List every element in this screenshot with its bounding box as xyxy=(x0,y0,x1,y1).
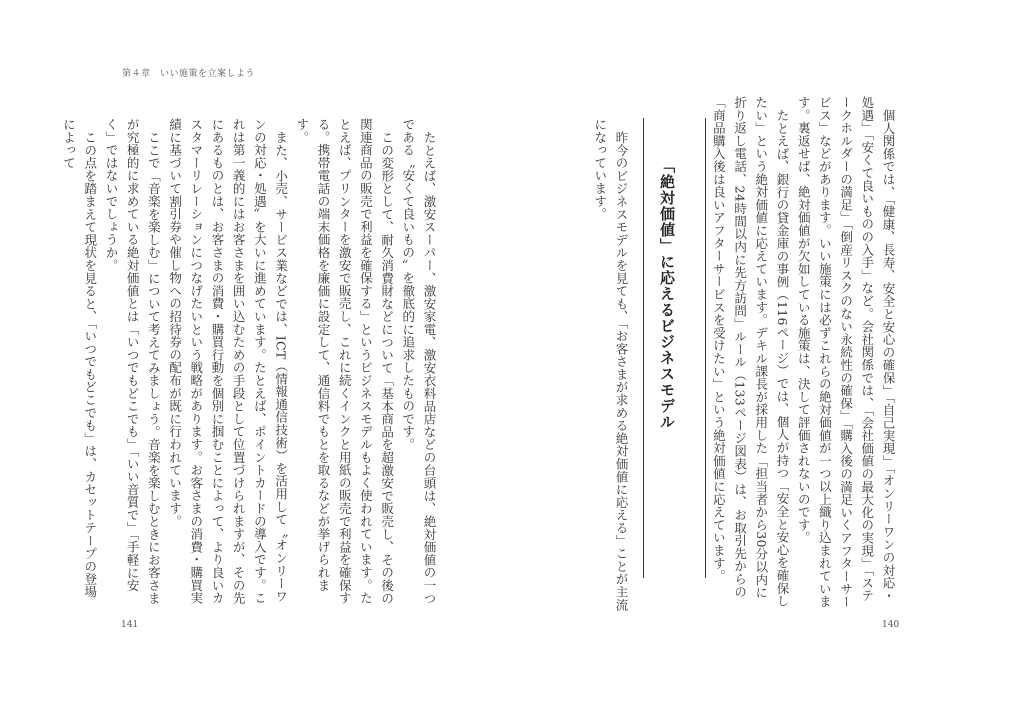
section-heading: 「絶対価値」に応えるビジネスモデル xyxy=(658,158,676,430)
section-heading-box xyxy=(643,118,707,578)
paragraph: 個人関係では、「健康、長寿、安全と安心の確保」「自己実現」「オンリーワンの対応・処遇」「安くて良いものの入手」など。会社関係では、「会社価値の最大化の実現」「ステークホルダーの満足」「倒産リスクのない永続性の確保」「購入後の満足いくアフターサービス」などがあります。いい施策には必ずこれらの絶対価値が一つ以上織り込まれています。裏返せば、絶対価値が欠如している施策は、決して評価されないのです。 xyxy=(796,96,896,609)
right-page-body xyxy=(711,96,899,611)
paragraph: たとえば、激安スーパー、激安家電、激安衣料品店などの台頭は、絶対価値の一つである〝安くて良いもの〟を徹底的に追求したものです。 xyxy=(400,118,437,605)
running-head: 第４章 いい施策を立案しよう xyxy=(122,69,256,79)
heading-rule-right xyxy=(705,118,706,578)
left-page-body xyxy=(61,118,440,608)
paragraph: また、小売、サービス業などでは、ICT（情報通信技術）を活用して〝オンリーワンの対応・処遇〟を大いに進めています。たとえば、ポイントカードの導入です。これは第一義的にはお客さまを囲い込むための手段として位置づけられますが、その先にあるものとは、お客さまの消費・購買行動を個別に掴むことによって、より良いカスタマーリレーションにつなげたいという戦略があります。お客さまの消費・購買実績に基づいて割引券や催し物への招待券の配布が既に行われています。 xyxy=(167,118,289,605)
paragraph: 昨今のビジネスモデルを見ても、「お客さまが求める絶対価値に応える」ことが主流になっています。 xyxy=(592,118,629,611)
heading-rule-left xyxy=(643,118,644,578)
paragraph: この変形として、耐久消費財などについて「基本商品を超激安で販売し、その後の関連商品の販売で利益を確保する」というビジネスモデルもよく使われています。たとえば、プリンターを激安で販売し、これに続くインクと用紙の販売で利益を確保する。携帯電話の端末価格を廉価に設定して、通信料でもとを取るなどが挙げられます。 xyxy=(294,118,395,605)
paragraph: たとえば、銀行の貸金庫の事例（116ページ）では、個人が持つ「安全と安心を確保したい」という絶対価値に応えています。デキル課長が採用した「担当者から30分以内に折り返し電話、24時間以内に先方訪問」ルール（133ページ図表）は、お取引先からの「商品購入後は良いアフターサービスを受けたい」という絶対価値に応えています。 xyxy=(711,96,790,607)
page-number-right: 140 xyxy=(882,620,900,630)
paragraph: この点を踏まえて現状を見ると、「いつでもどこでも」は、カセットテープの登場によって xyxy=(61,118,98,598)
right-page-intro xyxy=(580,118,632,618)
paragraph: ここで「音楽を楽しむ」について考えてみましょう。音楽を楽しむときにお客さまが究極的に求めている絶対価値とは「いつでもどこでも」「いい音質で」「手軽に安く」ではないでしょうか。 xyxy=(103,118,162,605)
page-number-left: 141 xyxy=(121,620,139,630)
